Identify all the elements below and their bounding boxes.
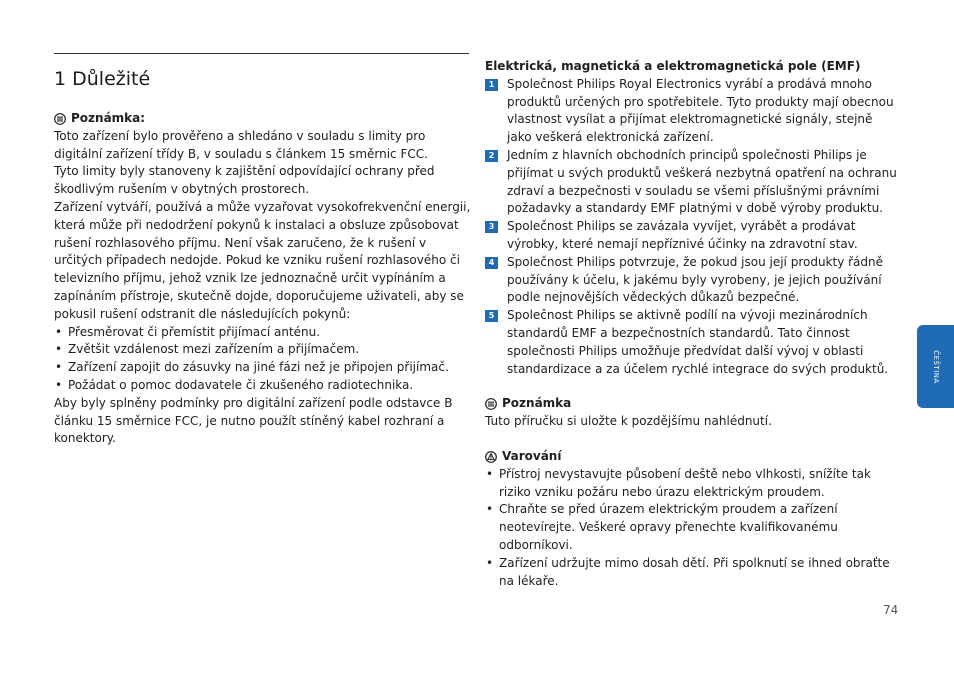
number-badge: 1 (485, 79, 498, 91)
language-tab (917, 325, 954, 408)
closing-paragraph: Aby byly splněny podmínky pro digitální zařízení podle odstavce B článku 15 směrnice FCC, je nutno použít stíněný kabel rozhraní a konektory. (54, 395, 453, 446)
warning-heading-row (485, 448, 900, 466)
note-heading: Poznámka (502, 396, 572, 411)
list-item: • Přesměrovat či přemístit přijímací anténu. (54, 324, 474, 342)
emf-item (485, 147, 900, 218)
emf-item-text: Společnost Philips se aktivně podílí na vývoji mezinárodních standardů EMF a bezpečnostních standardů. Tato činnost společnosti Philips umožňuje předvídat další vývoj v oblasti standardizace a za účelem rychlé integrace do svých produktů. (507, 308, 889, 376)
note-heading-row (485, 395, 900, 413)
note-icon (485, 398, 497, 410)
note-icon (54, 113, 66, 125)
interference-list (54, 324, 474, 395)
list-item: • Přístroj nevystavujte působení deště nebo vlhkosti, snížíte tak riziko vzniku požáru nebo úrazu elektrickým proudem. (485, 466, 900, 502)
note-text: Tuto příručku si uložte k pozdějšímu nahlédnutí. (485, 414, 772, 429)
number-badge: 4 (485, 257, 498, 269)
note-paragraph: Toto zařízení bylo prověřeno a shledáno v souladu s limity pro digitální zařízení třídy B, v souladu s článkem 15 směrnic FCC. (54, 128, 428, 161)
warning-heading: Varování (502, 448, 562, 463)
note-heading: Poznámka: (71, 111, 146, 125)
emf-heading: Elektrická, magnetická a elektromagnetická pole (EMF) (485, 59, 861, 73)
left-column (54, 110, 474, 448)
number-badge: 5 (485, 310, 498, 322)
spacer (485, 431, 900, 448)
emf-item-text: Společnost Philips Royal Electronics vyrábí a prodává mnoho produktů určených pro spotřebitele. Tyto produkty mají obecnou vlastnost vysílat a přijímat elektromagnetické signály, stejně jako veškerá elektronická zařízení. (507, 76, 894, 145)
list-item: • Chraňte se před úrazem elektrickým proudem a zařízení neotevírejte. Veškeré opravy přenechte kvalifikovanému odborníkovi. (485, 501, 900, 554)
page-title: 1 Důležité (54, 68, 151, 90)
emf-item-text: Společnost Philips potvrzuje, že pokud jsou její produkty řádně používány k účelu, k jakému byly vyrobeny, je jejich používání podle nejnovějších vědeckých důkazů bezpečné. (507, 254, 884, 305)
spacer (485, 378, 900, 395)
emf-item (485, 254, 900, 307)
warning-list (485, 466, 900, 591)
language-tab-label: ČEŠTINA (931, 349, 940, 384)
number-badge: 2 (485, 150, 498, 162)
emf-item-text: Společnost Philips se zavázala vyvíjet, vyrábět a prodávat výrobky, které nemají nepříznivé účinky na zdravotní stav. (507, 219, 858, 251)
emf-item-text: Jedním z hlavních obchodních principů společnosti Philips je přijímat u svých produktů veškerá nezbytná opatření na ochranu zdraví a bezpečnosti v souladu se všemi příslušnými právními požadavky a standardy EMF platnými v době výroby produktu. (507, 147, 897, 216)
note-paragraph: Tyto limity byly stanoveny k zajištění odpovídající ochrany před škodlivým rušením v obytných prostorech. (54, 164, 435, 197)
list-item: • Požádat o pomoc dodavatele či zkušeného radiotechnika. (54, 377, 474, 395)
header-rule (54, 53, 469, 54)
warning-icon (485, 451, 497, 463)
right-column (485, 58, 900, 590)
list-item: • Zařízení zapojit do zásuvky na jiné fázi než je připojen přijímač. (54, 359, 474, 377)
emf-item (485, 218, 900, 254)
number-badge: 3 (485, 221, 498, 233)
list-item: • Zvětšit vzdálenost mezi zařízením a přijímačem. (54, 341, 474, 359)
page-number: 74 (883, 603, 899, 617)
note-paragraph: Zařízení vytváří, používá a může vyzařovat vysokofrekvenční energii, která může při nedodržení pokynů k instalaci a obsluze způsobovat rušení rozhlasového příjmu. Není však zaručeno, že k rušení v určitých případech nedojde. Pokud ke vzniku rušení rozhlasového či televizního příjmu, jehož vznik lze jednoznačně určit vypínáním a zapínáním přístroje, skutečně dojde, doporučujeme uživateli, aby se pokusil rušení odstranit dle následujících pokynů: (54, 199, 471, 321)
note-heading-row (54, 110, 474, 128)
list-item: • Zařízení udržujte mimo dosah dětí. Při spolknutí se ihned obraťte na lékaře. (485, 555, 900, 591)
emf-item (485, 76, 900, 147)
emf-item (485, 307, 900, 378)
